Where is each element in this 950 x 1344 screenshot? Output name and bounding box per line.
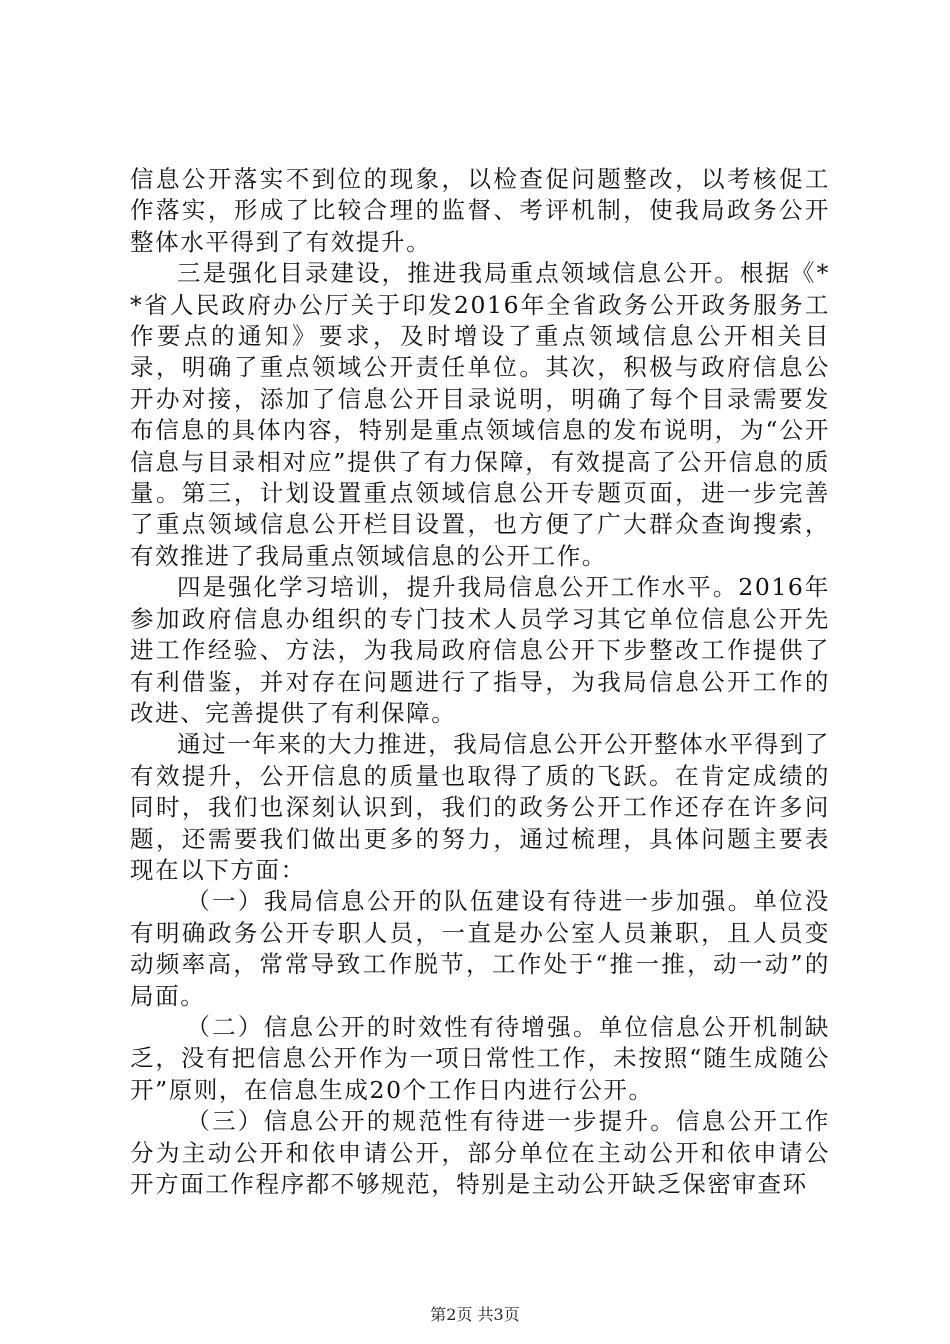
paragraph-training: 四是强化学习培训，提升我局信息公开工作水平。2016年参加政府信息办组织的专门技术人员学习其它单位信息公开先进工作经验、方法，为我局政府信息公开下步整改工作提供了有利借鉴，并对存在问题进行了指导，为我局信息公开工作的改进、完善提供了有利保障。 bbox=[130, 573, 830, 727]
paragraph-continuation: 信息公开落实不到位的现象，以检查促问题整改，以考核促工作落实，形成了比较合理的监督、考评机制，使我局政务公开整体水平得到了有效提升。 bbox=[130, 165, 830, 256]
paragraph-issue-3: （三）信息公开的规范性有待进一步提升。信息公开工作分为主动公开和依申请公开，部分单位在主动公开和依申请公开方面工作程序都不够规范，特别是主动公开缺乏保密审查环 bbox=[130, 1107, 830, 1198]
paragraph-directory-building: 三是强化目录建设，推进我局重点领域信息公开。根据《**省人民政府办公厅关于印发2016年全省政务公开政务服务工作要点的通知》要求，及时增设了重点领域信息公开相关目录，明确了重点领域公开责任单位。其次，积极与政府信息公开办对接，添加了信息公开目录说明，明确了每个目录需要发布信息的具体内容，特别是重点领域信息的发布说明，为“公开信息与目录相对应”提供了有力保障，有效提高了公开信息的质量。第三，计划设置重点领域信息公开专题页面，进一步完善了重点领域信息公开栏目设置，也方便了广大群众查询搜索，有效推进了我局重点领域信息的公开工作。 bbox=[130, 259, 830, 570]
paragraph-issue-2: （二）信息公开的时效性有待增强。单位信息公开机制缺乏，没有把信息公开作为一项日常性工作，未按照“随生成随公开”原则，在信息生成20个工作日内进行公开。 bbox=[130, 1012, 830, 1104]
paragraph-issue-1: （一）我局信息公开的队伍建设有待进一步加强。单位没有明确政务公开专职人员，一直是办公室人员兼职，且人员变动频率高，常常导致工作脱节，工作处于“推一推，动一动”的局面。 bbox=[130, 887, 830, 1010]
page-footer: 第2页 共3页 bbox=[430, 1305, 520, 1324]
document-body bbox=[130, 164, 830, 1200]
paragraph-summary: 通过一年来的大力推进，我局信息公开公开整体水平得到了有效提升，公开信息的质量也取得了质的飞跃。在肯定成绩的同时，我们也深刻认识到，我们的政务公开工作还存在许多问题，还需要我们做出更多的努力，通过梳理，具体问题主要表现在以下方面： bbox=[130, 730, 830, 884]
